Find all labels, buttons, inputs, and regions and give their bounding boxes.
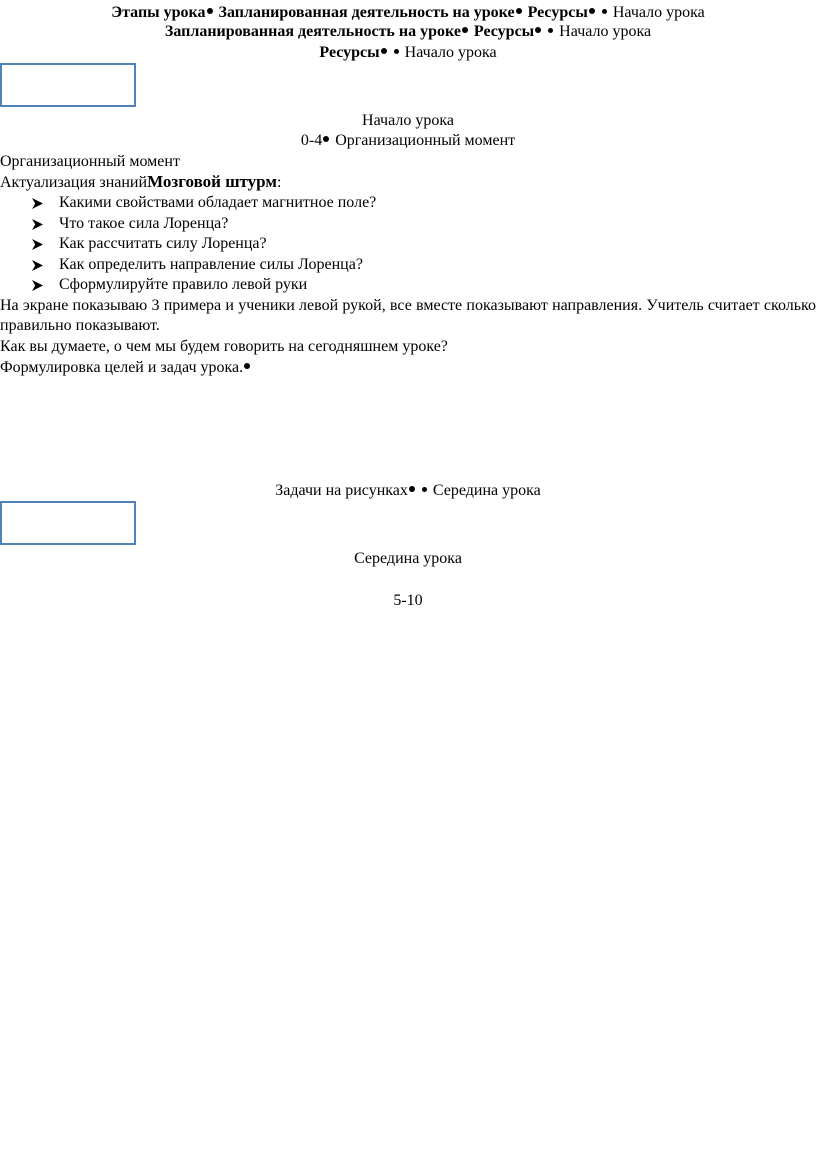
question-text: Сформулируйте правило левой руки — [59, 276, 308, 293]
screen-examples-paragraph: На экране показываю 3 примера и ученики левой рукой, все вместе показывают направления. Учитель считает сколько правильно показывают. — [0, 297, 816, 334]
dot-icon — [244, 363, 250, 369]
list-item — [32, 193, 376, 214]
middle-inline: Середина урока — [432, 482, 541, 499]
header-resources: Ресурсы — [527, 4, 588, 21]
time-range: 0-4 — [300, 132, 323, 149]
actualization-label: Актуализация знаний — [0, 174, 148, 191]
question-text: Какими свойствами обладает магнитное поле? — [59, 194, 377, 211]
dot-icon — [548, 28, 553, 33]
arrowhead-icon — [32, 219, 43, 230]
question-text: Как определить направление силы Лоренца? — [59, 255, 363, 273]
list-item — [32, 234, 376, 255]
dot-icon — [409, 486, 415, 492]
header-resources: Ресурсы — [319, 44, 380, 61]
goals-text: Формулировка целей и задач урока. — [0, 359, 244, 376]
header-line-3 — [0, 43, 816, 63]
list-item — [32, 255, 376, 276]
lesson-start-title: Начало урока — [362, 112, 454, 129]
brainstorm-label: Мозговой штурм — [147, 172, 277, 191]
header-lesson-start: Начало урока — [559, 23, 652, 40]
dot-icon — [394, 49, 399, 54]
tasks-line — [0, 481, 816, 501]
dot-icon — [323, 136, 329, 142]
question-text: Как рассчитать силу Лоренца? — [59, 235, 267, 252]
dot-icon — [207, 8, 213, 14]
org-moment-line — [0, 131, 816, 151]
dot-icon — [381, 48, 387, 54]
middle-time-range: 5-10 — [393, 592, 423, 609]
tasks-on-pictures: Задачи на рисунках — [275, 482, 408, 499]
dot-icon — [602, 9, 607, 14]
dot-icon — [535, 27, 541, 33]
resource-frame — [0, 63, 136, 107]
dot-icon — [516, 8, 522, 14]
header-line-1 — [0, 3, 816, 23]
dot-icon — [589, 8, 595, 14]
goals-line — [0, 358, 252, 378]
arrowhead-icon — [32, 239, 43, 250]
header-planned-activity: Запланированная деятельность на уроке — [218, 4, 515, 21]
header-planned-activity: Запланированная деятельность на уроке — [164, 23, 461, 40]
dot-icon — [462, 27, 468, 33]
arrowhead-icon — [32, 198, 43, 209]
header-stages: Этапы урока — [111, 4, 206, 21]
arrowhead-icon — [32, 280, 43, 291]
actualization-line — [0, 172, 281, 193]
colon: : — [276, 174, 282, 191]
middle-title: Середина урока — [354, 550, 462, 567]
today-question: Как вы думаете, о чем мы будем говорить на сегодняшнем уроке? — [0, 338, 448, 355]
list-item — [32, 275, 376, 296]
dot-icon — [422, 487, 427, 492]
resource-frame — [0, 501, 136, 545]
org-moment: Организационный момент — [0, 153, 180, 170]
list-item — [32, 214, 376, 235]
question-text: Что такое сила Лоренца? — [59, 214, 229, 232]
questions-list — [32, 193, 376, 296]
arrowhead-icon — [32, 260, 43, 271]
header-line-2 — [0, 22, 816, 42]
header-lesson-start: Начало урока — [404, 44, 497, 61]
header-resources: Ресурсы — [473, 23, 535, 40]
org-moment-centered: Организационный момент — [335, 132, 516, 149]
header-lesson-start: Начало урока — [612, 4, 705, 21]
